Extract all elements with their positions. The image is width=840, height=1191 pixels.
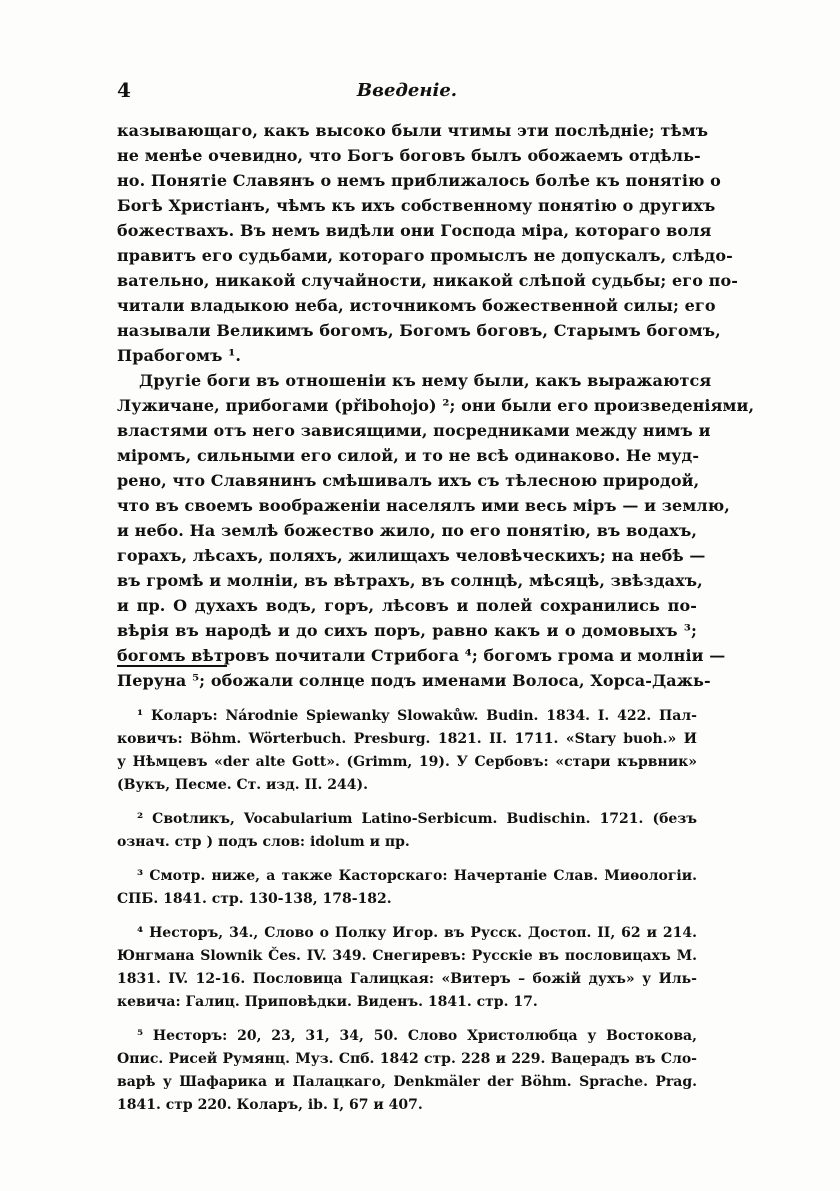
footnote-line: ковичъ: Böhm. Wörterbuch. Presburg. 1821. II. 1711. «Stary buoh.» И xyxy=(117,731,697,747)
text-line: что въ своемъ воображеніи населялъ ими весь міръ — и землю, xyxy=(117,496,730,515)
page-number: 4 xyxy=(117,78,131,102)
text-line: казывающаго, какъ высоко были чтимы эти послѣдніе; тѣмъ xyxy=(117,121,709,140)
text-line: не менѣе очевидно, что Богъ боговъ былъ обожаемъ отдѣль- xyxy=(117,146,701,165)
text-line: вѣрія въ народѣ и до сихъ поръ, равно какъ и о домовыхъ ³; xyxy=(117,621,697,640)
text-line: Лужичане, прибогами (přibohojo) ²; они были его произведеніями, xyxy=(117,396,755,415)
text-line: Другіе боги въ отношеніи къ нему были, какъ выражаются xyxy=(139,371,712,390)
text-line: Богѣ Христіанъ, чѣмъ къ ихъ собственному понятію о другихъ xyxy=(117,196,716,215)
main-text xyxy=(117,118,755,693)
footnote-2 xyxy=(117,808,697,854)
text-line: правитъ его судьбами, котораго промыслъ не допускалъ, слѣдо- xyxy=(117,246,733,265)
footnote-line: означ. стр ) подъ слов: idolum и пр. xyxy=(117,834,410,850)
footnote-3 xyxy=(117,865,697,911)
text-line: и небо. На землѣ божество жило, по его понятію, въ водахъ, xyxy=(117,521,697,540)
text-line: божествахъ. Въ немъ видѣли они Господа міра, котораго воля xyxy=(117,221,712,240)
footnotes xyxy=(117,705,697,1128)
text-line: но. Понятіе Славянъ о немъ приближалось болѣе къ понятію о xyxy=(117,171,721,190)
footnote-line: ² Своtликъ, Vocabularium Latino-Serbicum. Budischin. 1721. (безъ xyxy=(137,811,697,827)
text-line: богомъ вѣтровъ почитали Стрибога ⁴; богомъ грома и молніи — xyxy=(117,646,726,665)
text-line: властями отъ него зависящими, посредниками между нимъ и xyxy=(117,421,711,440)
footnote-line: варѣ у Шафарика и Палацкаго, Denkmäler der Böhm. Sprache. Prag. xyxy=(117,1074,697,1090)
footnote-line: Опис. Рисей Румянц. Муз. Спб. 1842 стр. 228 и 229. Вацерадъ въ Сло- xyxy=(117,1051,697,1067)
footnote-line: 1841. стр 220. Коларъ, ib. I, 67 и 407. xyxy=(117,1097,423,1113)
footnote-line: ⁴ Несторъ, 34., Слово о Полку Игор. въ Русск. Достоп. II, 62 и 214. xyxy=(137,925,697,941)
page-header xyxy=(117,78,697,108)
footnote-line: 1831. IV. 12-16. Пословица Галицкая: «Витеръ – божій духъ» у Иль- xyxy=(117,971,697,987)
footnote-line: ¹ Коларъ: Národnie Spiewanky Slowakůw. Budin. 1834. I. 422. Пал- xyxy=(137,708,697,724)
text-line: называли Великимъ богомъ, Богомъ боговъ, Старымъ богомъ, xyxy=(117,321,721,340)
text-line: міромъ, сильными его силой, и то не всѣ одинаково. Не муд- xyxy=(117,446,700,465)
running-title: Введеніе. xyxy=(356,80,458,101)
footnote-line: ⁵ Несторъ: 20, 23, 31, 34, 50. Слово Христолюбца у Востокова, xyxy=(137,1028,697,1044)
text-line: вательно, никакой случайности, никакой слѣпой судьбы; его по- xyxy=(117,271,738,290)
text-line: горахъ, лѣсахъ, поляхъ, жилищахъ человѣческихъ; на небѣ — xyxy=(117,546,706,565)
footnote-line: СПБ. 1841. стр. 130-138, 178-182. xyxy=(117,891,392,907)
text-line: Перуна ⁵; обожали солнце подъ именами Волоса, Хорса-Дажь- xyxy=(117,671,711,690)
footnote-4 xyxy=(117,922,697,1014)
footnote-5 xyxy=(117,1025,697,1117)
footnote-line: (Вукъ, Песме. Ст. изд. II. 244). xyxy=(117,777,369,793)
text-line: въ громѣ и молніи, въ вѣтрахъ, въ солнцѣ, мѣсяцѣ, звѣздахъ, xyxy=(117,571,703,590)
footnote-line: ³ Смотр. ниже, а также Касторскаго: Начертаніе Слав. Миѳологіи. xyxy=(137,868,697,884)
footnote-divider xyxy=(117,665,227,667)
text-line: и пр. О духахъ водъ, горъ, лѣсовъ и полей сохранились по- xyxy=(117,596,697,615)
text-line: читали владыкою неба, источникомъ божественной силы; его xyxy=(117,296,716,315)
footnote-1 xyxy=(117,705,697,797)
footnote-line: Юнгмана Slownik Čes. IV. 349. Снегиревъ: Русскіе въ пословицахъ М. xyxy=(117,948,697,964)
text-line: рено, что Славянинъ смѣшивалъ ихъ съ тѣлесною природой, xyxy=(117,471,700,490)
text-line: Прабогомъ ¹. xyxy=(117,346,242,365)
footnote-line: кевича: Галиц. Приповѣдки. Виденъ. 1841. стр. 17. xyxy=(117,994,538,1010)
footnote-line: у Нѣмцевъ «der alte Gott». (Grimm, 19). У Сербовъ: «стари кървник» xyxy=(117,754,697,770)
